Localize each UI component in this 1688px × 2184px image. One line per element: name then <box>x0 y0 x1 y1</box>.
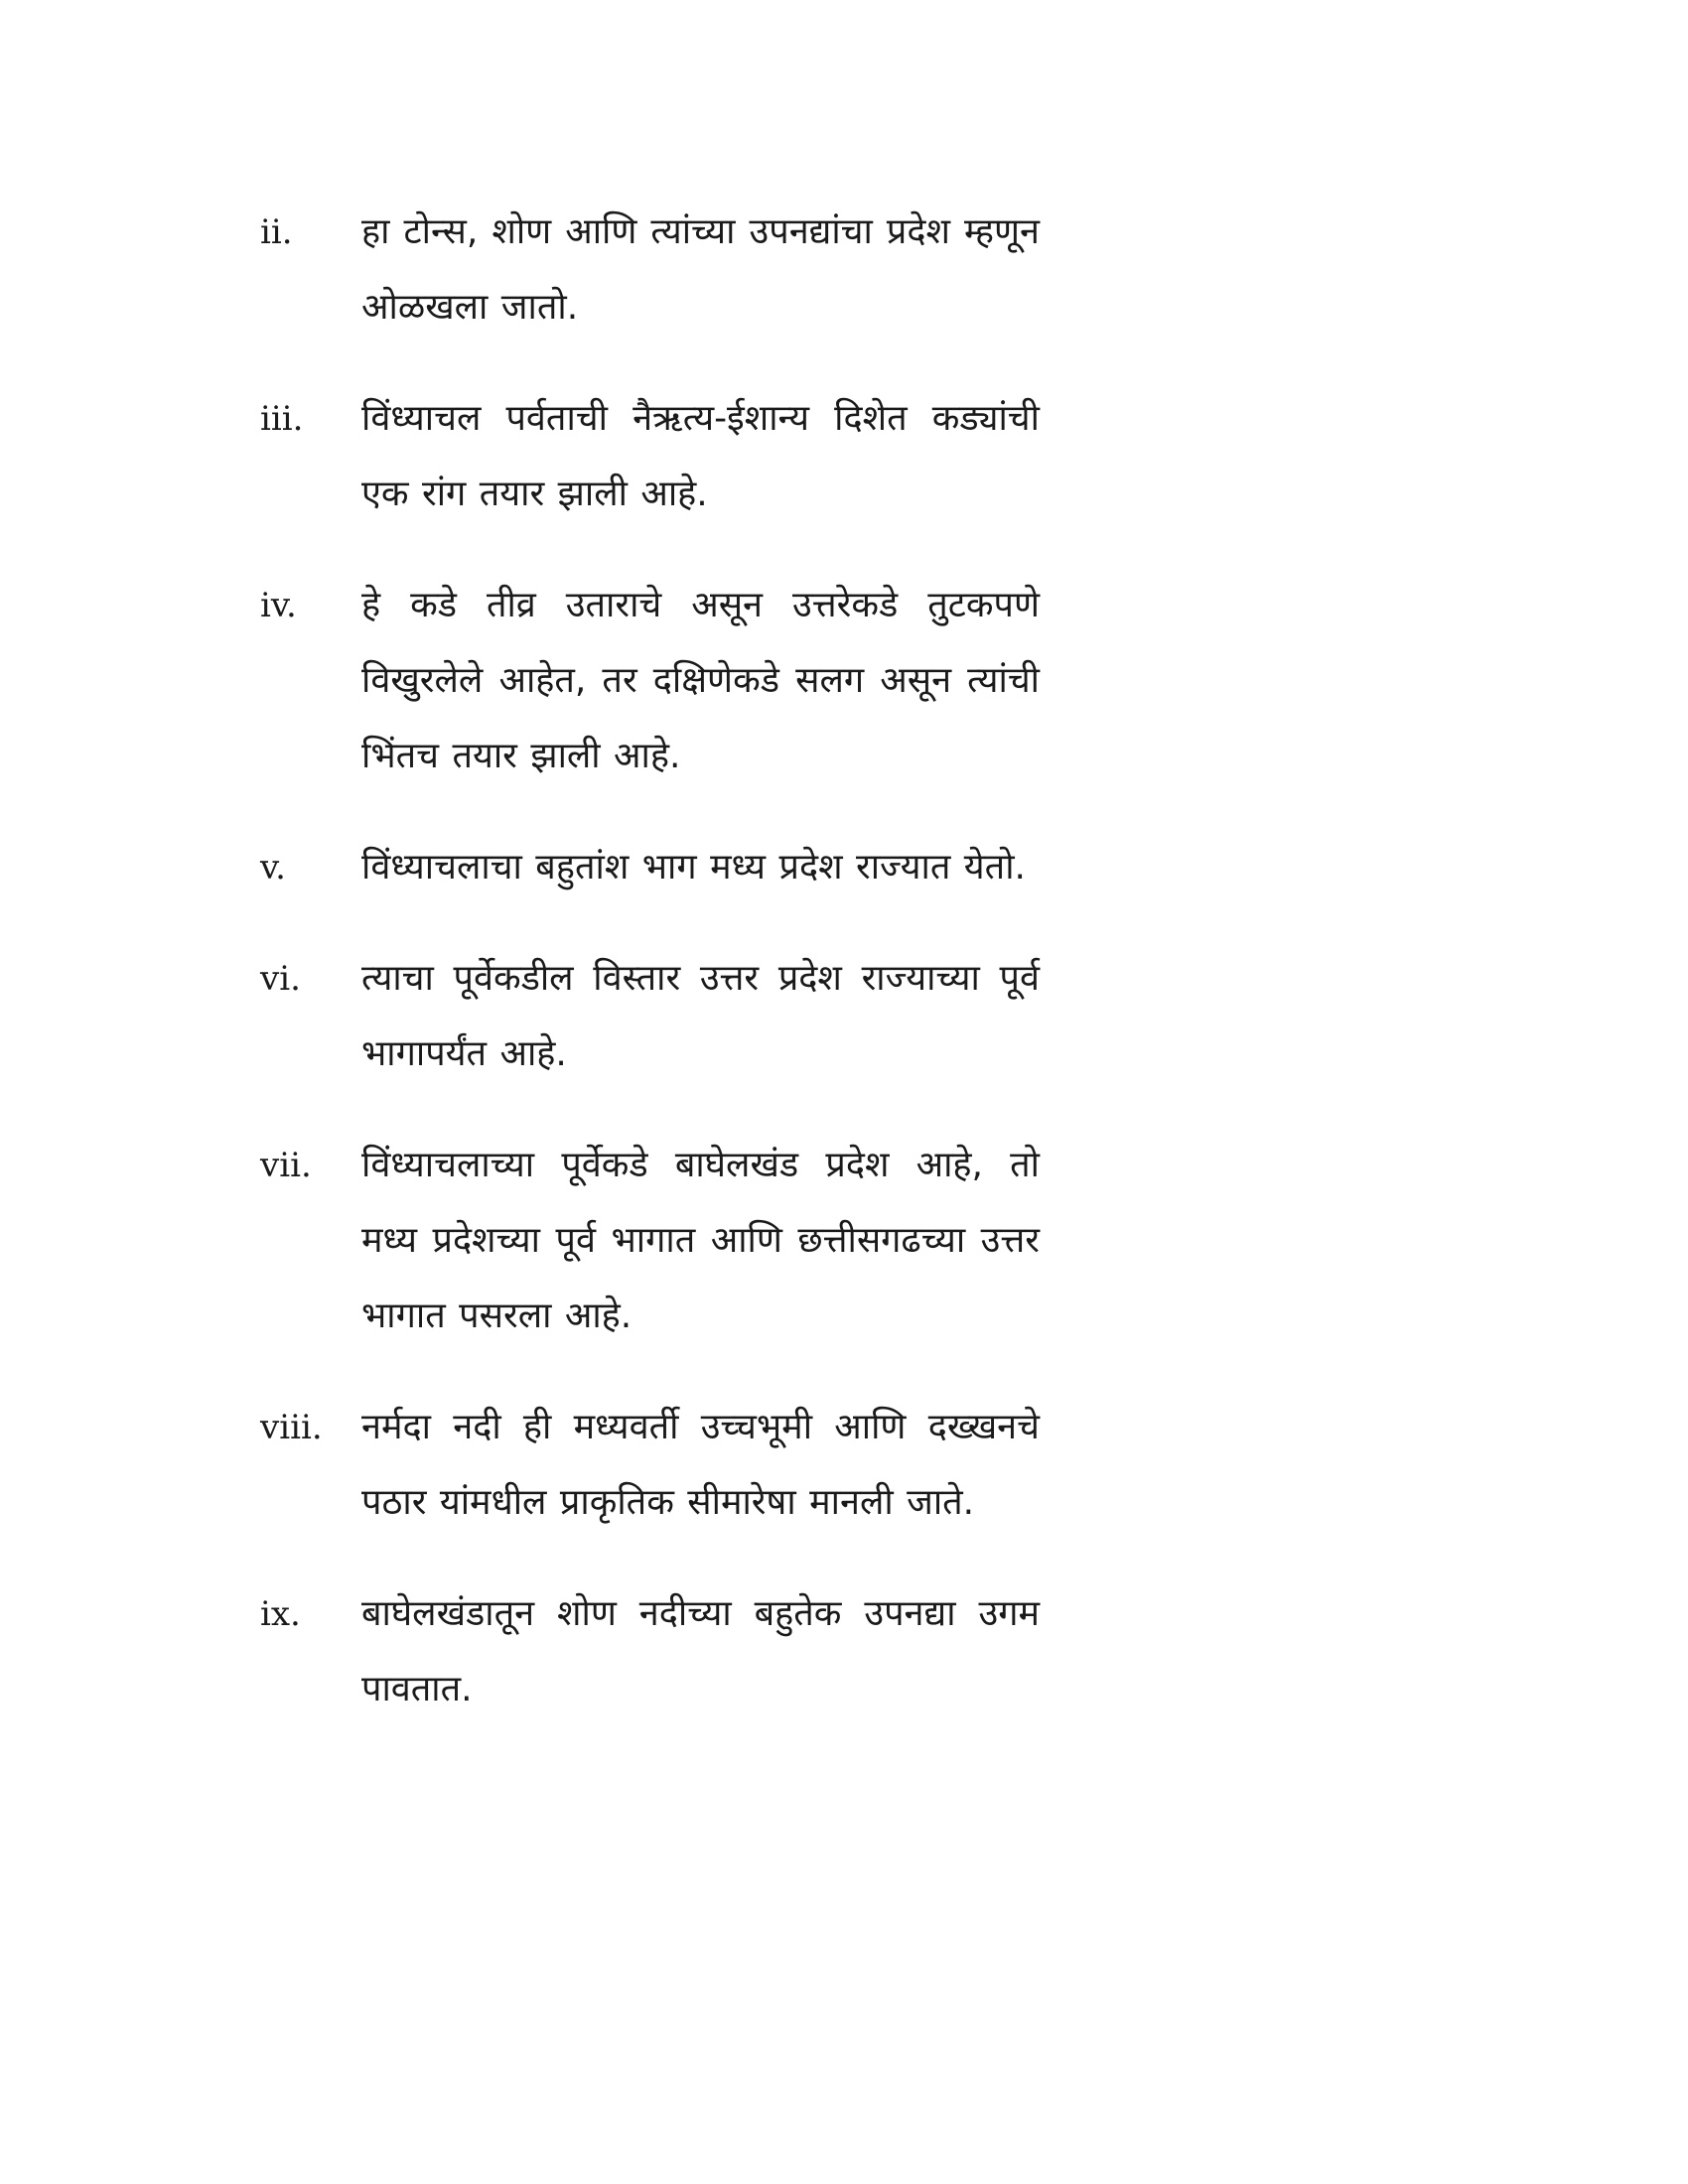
list-item <box>260 1390 1055 1541</box>
item-text: बाघेलखंडातून शोण नदीच्या बहुतेक उपनद्या उगम पावतात. <box>361 1593 1040 1709</box>
item-number: viii. <box>260 1408 323 1447</box>
list-item <box>260 830 1055 905</box>
item-number: vii. <box>260 1146 312 1185</box>
item-text: नर्मदा नदी ही मध्यवर्ती उच्चभूमी आणि दख्खनचे पठार यांमधील प्राकृतिक सीमारेषा मानली जाते. <box>361 1407 1040 1523</box>
item-text: त्याचा पूर्वेकडील विस्तार उत्तर प्रदेश राज्याच्या पूर्व भागापर्यंत आहे. <box>361 958 1040 1074</box>
list-item <box>260 381 1055 532</box>
list-item <box>260 941 1055 1092</box>
item-number: ii. <box>260 212 293 252</box>
item-text: विंध्याचलाच्या पूर्वेकडे बाघेलखंड प्रदेश आहे, तो मध्य प्रदेशच्या पूर्व भागात आणि छत्तीसगढच्या उत्तर भागात पसरला आहे. <box>361 1145 1040 1336</box>
list-item <box>260 1576 1055 1727</box>
list-item <box>260 568 1055 794</box>
item-number: v. <box>260 848 286 887</box>
item-text: हा टोन्स, शोण आणि त्यांच्या उपनद्यांचा प्रदेश म्हणून ओळखला जातो. <box>361 211 1040 328</box>
list-item <box>260 1128 1055 1354</box>
item-text: हे कडे तीव्र उताराचे असून उत्तरेकडे तुटकपणे विखुरलेले आहेत, तर दक्षिणेकडे सलग असून त्यांची भिंतच तयार झाली आहे. <box>361 585 1040 776</box>
item-number: vi. <box>260 959 301 999</box>
item-text: विंध्याचल पर्वताची नैऋत्य-ईशान्य दिशेत कड्यांची एक रांग तयार झाली आहे. <box>361 398 1040 514</box>
item-number: iii. <box>260 399 304 439</box>
numbered-list <box>260 195 1055 1763</box>
item-text: विंध्याचलाचा बहुतांश भाग मध्य प्रदेश राज्यात येतो. <box>361 847 1026 887</box>
item-number: iv. <box>260 586 297 625</box>
item-number: ix. <box>260 1594 301 1634</box>
list-item <box>260 195 1055 345</box>
